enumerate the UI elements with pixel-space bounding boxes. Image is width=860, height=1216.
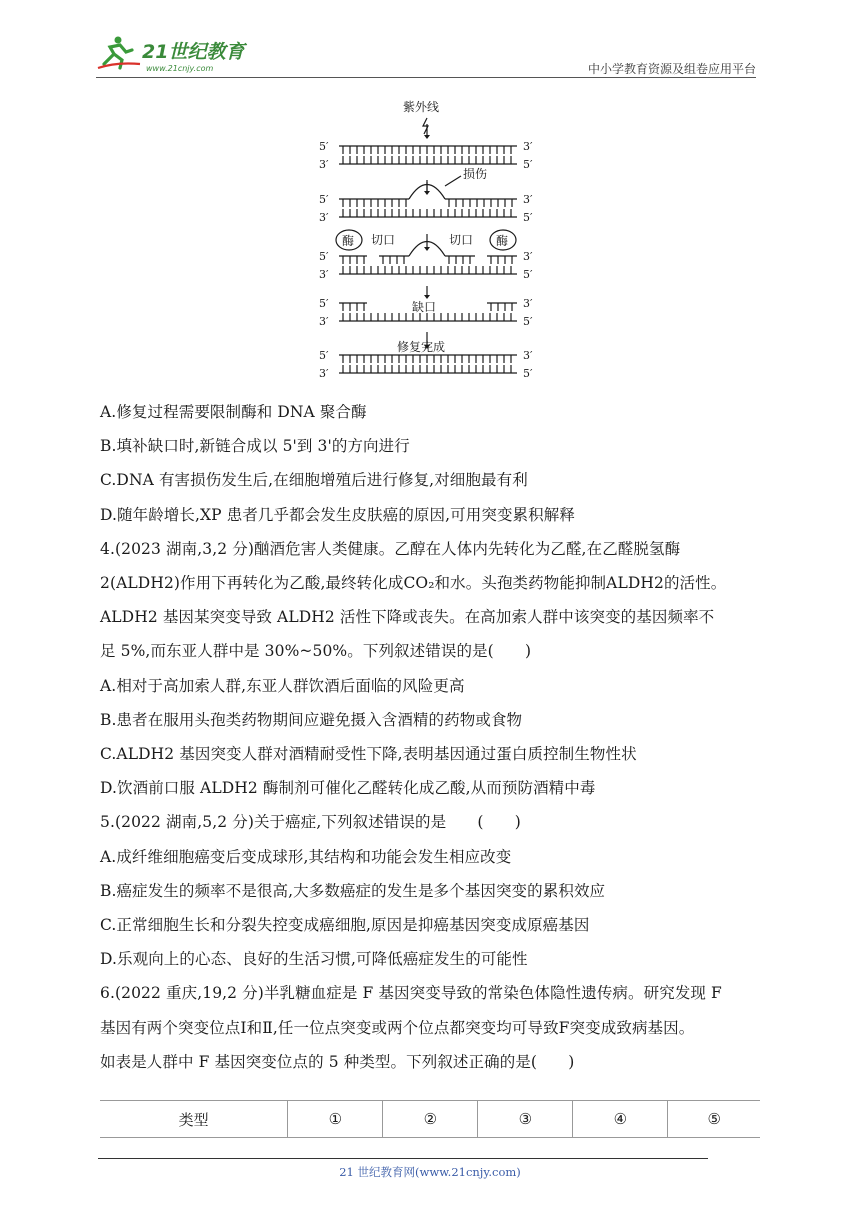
text-line: C.DNA 有害损伤发生后,在细胞增殖后进行修复,对细胞最有利 bbox=[100, 471, 528, 490]
cut-label-right: 切口 bbox=[449, 233, 474, 247]
prime-5-label: 5′ bbox=[319, 193, 329, 206]
prime-5-label: 5′ bbox=[319, 349, 329, 362]
svg-text:酶: 酶 bbox=[496, 234, 509, 248]
text-line: 基因有两个突变位点Ⅰ和Ⅱ,任一位点突变或两个位点都突变均可导致F突变成致病基因。 bbox=[100, 1018, 695, 1037]
text-line: ALDH2 基因某突变导致 ALDH2 活性下降或丧失。在高加索人群中该突变的基因频率不 bbox=[100, 608, 715, 627]
repair-label: 修复完成 bbox=[397, 340, 446, 354]
prime-5-label: 5′ bbox=[319, 250, 329, 263]
text-line: 足 5%,而东亚人群中是 30%~50%。下列叙述错误的是( ) bbox=[100, 642, 532, 661]
header-divider bbox=[96, 77, 756, 78]
text-line: D.饮酒前口服 ALDH2 酶制剂可催化乙醛转化成乙酸,从而预防酒精中毒 bbox=[100, 779, 596, 798]
prime-5-label: 5′ bbox=[523, 315, 533, 328]
text-line: 如表是人群中 F 基因突变位点的 5 种类型。下列叙述正确的是( ) bbox=[100, 1052, 575, 1071]
dna-repair-diagram bbox=[305, 98, 555, 388]
text-line: B.患者在服用头孢类药物期间应避免摄入含酒精的药物或食物 bbox=[100, 710, 523, 729]
table-row bbox=[100, 1101, 760, 1138]
question-text bbox=[100, 395, 768, 1079]
text-line: 6.(2022 重庆,19,2 分)半乳糖血症是 F 基因突变导致的常染色体隐性遗传病。研究发现 F bbox=[100, 984, 722, 1003]
svg-text:酶: 酶 bbox=[342, 234, 355, 248]
table-header-cell: ③ bbox=[478, 1101, 573, 1138]
prime-3-label: 3′ bbox=[319, 211, 329, 224]
prime-5-label: 5′ bbox=[523, 211, 533, 224]
text-line: A.成纤维细胞癌变后变成球形,其结构和功能会发生相应改变 bbox=[100, 847, 512, 866]
logo-text: 21世纪教育 bbox=[142, 41, 245, 63]
table-header-cell: ② bbox=[383, 1101, 478, 1138]
text-line: 2(ALDH2)作用下再转化为乙酸,最终转化成CO₂和水。头孢类药物能抑制ALDH2的活性。 bbox=[100, 574, 727, 593]
platform-title: 中小学教育资源及组卷应用平台 bbox=[587, 62, 756, 76]
prime-3-label: 3′ bbox=[523, 297, 533, 310]
enzyme-left bbox=[336, 230, 362, 250]
arrow-down-icon bbox=[424, 135, 430, 139]
text-line: 5.(2022 湖南,5,2 分)关于癌症,下列叙述错误的是 ( ) bbox=[100, 813, 521, 832]
text-line: A.相对于高加索人群,东亚人群饮酒后面临的风险更高 bbox=[100, 676, 465, 695]
site-logo bbox=[96, 34, 266, 74]
table-header-cell: ④ bbox=[573, 1101, 668, 1138]
table-header-cell: 类型 bbox=[100, 1101, 288, 1138]
text-line: C.ALDH2 基因突变人群对酒精耐受性下降,表明基因通过蛋白质控制生物性状 bbox=[100, 745, 637, 764]
footer-text: 21 世纪教育网(www.21cnjy.com) bbox=[339, 1165, 521, 1179]
table-header-cell: ⑤ bbox=[668, 1101, 760, 1138]
arrow-down-icon bbox=[424, 295, 430, 299]
prime-3-label: 3′ bbox=[523, 140, 533, 153]
prime-5-label: 5′ bbox=[319, 297, 329, 310]
text-line: D.随年龄增长,XP 患者几乎都会发生皮肤癌的原因,可用突变累积解释 bbox=[100, 505, 575, 524]
prime-3-label: 3′ bbox=[523, 349, 533, 362]
text-line: B.填补缺口时,新链合成以 5'到 3'的方向进行 bbox=[100, 437, 410, 456]
prime-3-label: 3′ bbox=[319, 367, 329, 380]
text-line: A.修复过程需要限制酶和 DNA 聚合酶 bbox=[100, 403, 367, 421]
prime-3-label: 3′ bbox=[319, 268, 329, 281]
logo-url: www.21cnjy.com bbox=[146, 64, 214, 73]
text-line: C.正常细胞生长和分裂失控变成癌细胞,原因是抑癌基因突变成原癌基因 bbox=[100, 916, 590, 935]
text-line: B.癌症发生的频率不是很高,大多数癌症的发生是多个基因突变的累积效应 bbox=[100, 881, 606, 900]
arrow-down-icon bbox=[424, 247, 430, 251]
cut-label-left: 切口 bbox=[371, 233, 396, 247]
mutation-type-table bbox=[100, 1100, 760, 1138]
prime-5-label: 5′ bbox=[523, 268, 533, 281]
gap-label: 缺口 bbox=[412, 300, 437, 314]
prime-3-label: 3′ bbox=[523, 193, 533, 206]
prime-3-label: 3′ bbox=[523, 250, 533, 263]
prime-5-label: 5′ bbox=[523, 367, 533, 380]
prime-5-label: 5′ bbox=[523, 158, 533, 171]
prime-5-label: 5′ bbox=[319, 140, 329, 153]
footer-divider bbox=[98, 1158, 708, 1159]
prime-3-label: 3′ bbox=[319, 315, 329, 328]
page-header bbox=[96, 30, 756, 78]
arrow-down-icon bbox=[424, 191, 430, 195]
prime-3-label: 3′ bbox=[319, 158, 329, 171]
table-header-cell: ① bbox=[288, 1101, 383, 1138]
enzyme-right bbox=[490, 230, 516, 250]
uv-label: 紫外线 bbox=[403, 100, 440, 114]
damage-label: 损伤 bbox=[463, 167, 488, 181]
text-line: D.乐观向上的心态、良好的生活习惯,可降低癌症发生的可能性 bbox=[100, 950, 528, 969]
text-line: 4.(2023 湖南,3,2 分)酗酒危害人类健康。乙醇在人体内先转化为乙醛,在乙醛脱氢酶 bbox=[100, 539, 681, 558]
